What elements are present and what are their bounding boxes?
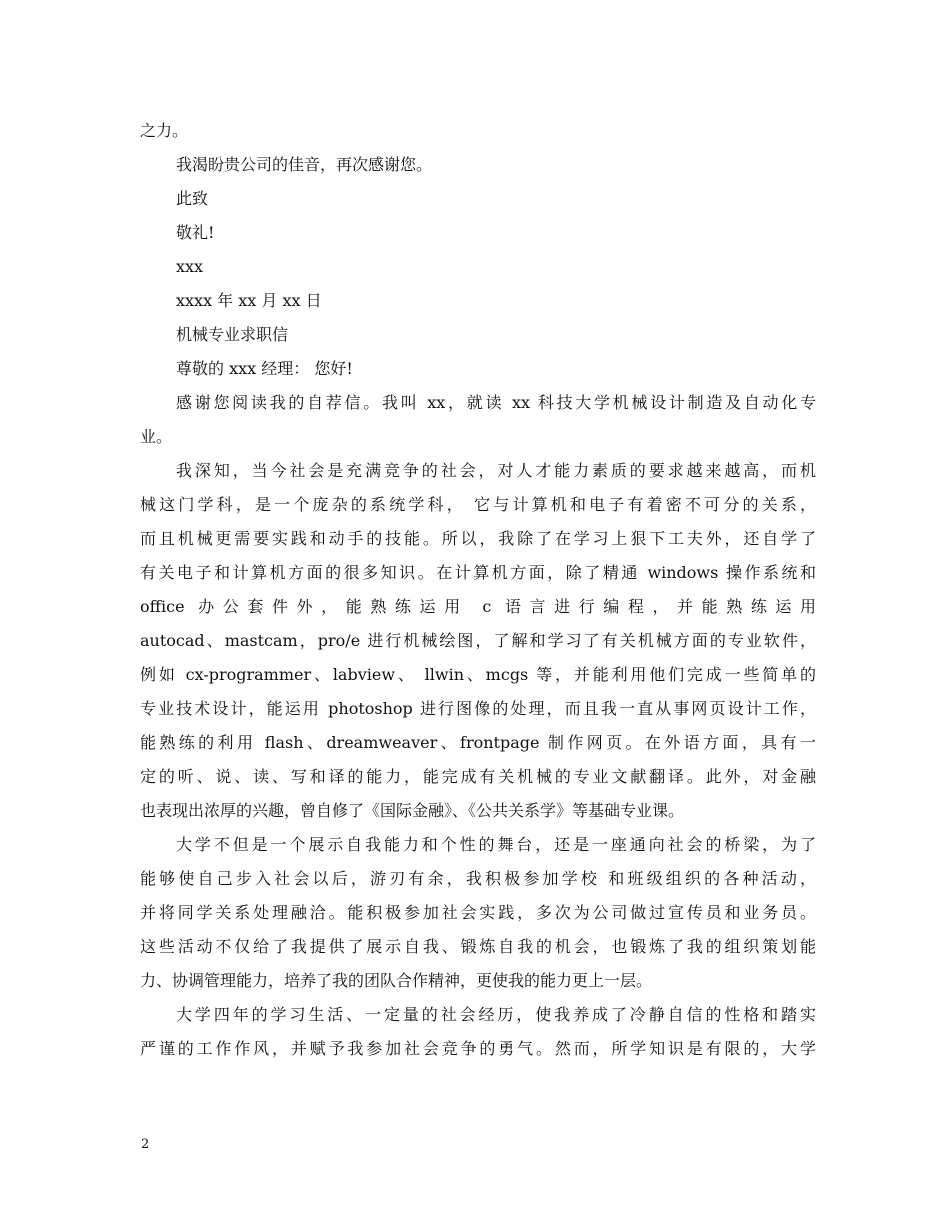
text-line: 专业技术设计，能运用 photoshop 进行图像的处理，而且我一直从事网页设计工作， xyxy=(140,699,816,718)
letter-title: 机械专业求职信 xyxy=(176,325,289,344)
text-line: 定的听、说、读、写和译的能力，能完成有关机械的专业文献翻译。此外，对金融 xyxy=(140,767,816,786)
text-line: 业。 xyxy=(140,427,173,446)
text-line: 力、协调管理能力，培养了我的团队合作精神，更使我的能力更上一层。 xyxy=(140,971,653,990)
text-line: 能够使自己步入社会以后，游刃有余，我积极参加学校 和班级组织的各种活动， xyxy=(140,869,816,888)
text-line: 也表现出浓厚的兴趣，曾自修了《国际金融》、《公共关系学》等基础专业课。 xyxy=(140,801,685,820)
text-line: 有关电子和计算机方面的很多知识。在计算机方面，除了精通 windows 操作系统和 xyxy=(140,563,816,582)
text-line: 械这门学科，是一个庞杂的系统学科， 它与计算机和电子有着密不可分的关系， xyxy=(140,495,816,514)
text-line: 并将同学关系处理融洽。能积极参加社会实践，多次为公司做过宣传员和业务员。 xyxy=(140,903,816,922)
signature-name: xxx xyxy=(176,257,204,276)
text-line: 大学不但是一个展示自我能力和个性的舞台，还是一座通向社会的桥梁，为了 xyxy=(176,835,816,854)
letter-body xyxy=(140,114,816,1066)
text-line: 这些活动不仅给了我提供了展示自我、锻炼自我的机会，也锻炼了我的组织策划能 xyxy=(140,937,816,956)
page-number: 2 xyxy=(141,1137,150,1152)
closing-salutation: 此致 xyxy=(176,189,209,208)
closing-regards: 敬礼! xyxy=(176,223,215,242)
text-line: 感谢您阅读我的自荐信。我叫 xx，就读 xx 科技大学机械设计制造及自动化专 xyxy=(176,393,816,412)
text-line: 而且机械更需要实践和动手的技能。所以，我除了在学习上狠下工夫外，还自学了 xyxy=(140,529,816,548)
text-line: 大学四年的学习生活、一定量的社会经历，使我养成了冷静自信的性格和踏实 xyxy=(176,1005,816,1024)
signature-date: xxxx 年 xx 月 xx 日 xyxy=(176,291,322,310)
letter-greeting: 尊敬的 xxx 经理： 您好! xyxy=(176,359,353,378)
text-line: 我深知，当今社会是充满竞争的社会，对人才能力素质的要求越来越高，而机 xyxy=(176,461,816,480)
text-line: 之力。 xyxy=(140,121,189,140)
text-line: 严谨的工作作风，并赋予我参加社会竞争的勇气。然而，所学知识是有限的，大学 xyxy=(140,1039,816,1058)
text-line: 我渴盼贵公司的佳音，再次感谢您。 xyxy=(176,155,433,174)
text-line: 能熟练的利用 flash、dreamweaver、frontpage 制作网页。在外语方面，具有一 xyxy=(140,733,816,752)
text-line: office 办公套件外，能熟练运用 c 语言进行编程，并能熟练运用 xyxy=(140,597,816,616)
text-line: autocad、mastcam，pro/e 进行机械绘图，了解和学习了有关机械方面的专业软件， xyxy=(140,631,816,650)
text-line: 例如 cx-programmer、labview、 llwin、mcgs 等，并能利用他们完成一些简单的 xyxy=(140,665,816,684)
